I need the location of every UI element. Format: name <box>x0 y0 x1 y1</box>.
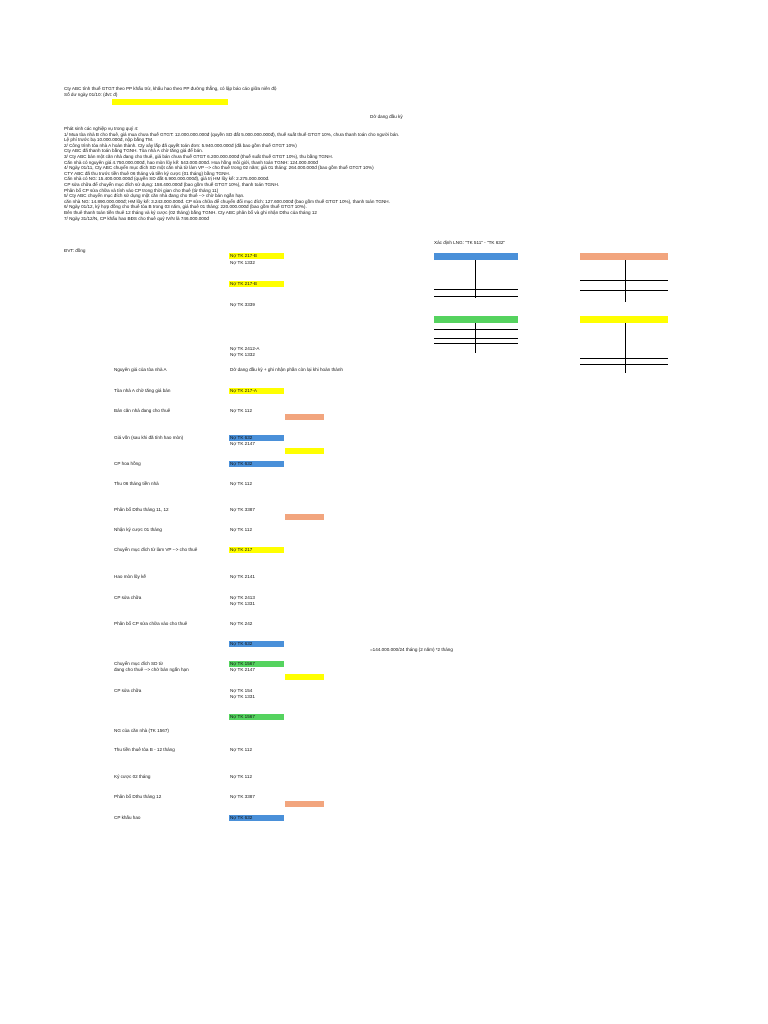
t-account-line <box>434 289 518 290</box>
row-entry: Nợ TK 217 <box>230 547 253 552</box>
row-label: đang cho thuê --> chờ bán ngắn hạn <box>114 667 189 672</box>
t-account-divider <box>475 260 476 298</box>
problem-line: Căn nhà có nguyên giá 4.750.000.000đ, hao mòn lũy kế: 543.000.000đ. Hoa hồng môi giới, thanh toán TGNH: 124.000.000đ <box>64 159 318 165</box>
problem-line: CP sửa chữa để chuyển mục đích sử dụng: 158.400.000đ (bao gồm thuế GTGT 10%), thanh toán TGNH. <box>64 181 280 187</box>
row-label: Thu 06 tháng tiền nhà <box>114 481 159 486</box>
row-entry: Nợ TK 2141 <box>230 574 255 579</box>
t-account-header <box>434 253 518 260</box>
row-entry: Nợ TK 632 <box>230 815 253 820</box>
problem-line: Bên thuê thanh toán tiền thuê 12 tháng và ký cược (02 tháng) bằng TGNH. Cty ABC phân bổ và ghi nhận Dthu của tháng 12 <box>64 209 317 215</box>
row-label: Tòa nhà A chờ tăng giá bán <box>114 388 171 393</box>
problem-line: Phân bổ CP sửa chữa và tính vào CP trong thời gian cho thuê (từ tháng 11) <box>64 187 219 193</box>
row-label: Bán căn nhà đang cho thuê <box>114 408 171 413</box>
problem-line: Phát sinh các nghiệp vụ trong quý 4: <box>64 126 139 131</box>
entry-debit: Nợ TK 3339 <box>230 302 255 307</box>
row-entry: Nợ TK 1331 <box>230 694 255 699</box>
highlight-bar <box>112 99 228 105</box>
problem-line: Lệ phí trước bạ 10.000.000đ, nộp bằng TM. <box>64 137 154 143</box>
row-label: Chuyển mục đích từ làm VP --> cho thuê <box>114 547 198 552</box>
row-label: CP hoa hồng <box>114 461 141 466</box>
row-entry: Nợ TK 1567 <box>230 714 255 719</box>
row-label: Giá vốn (sau khi đã tính hao mòn) <box>114 435 184 440</box>
row-entry: Nợ TK 112 <box>230 747 252 752</box>
row-label: Phân bổ CP sửa chữa vào cho thuê <box>114 621 188 626</box>
t-account-line <box>580 358 668 359</box>
row-label: CP sửa chữa <box>114 595 142 600</box>
entry-debit: Nợ TK 217-B <box>230 281 257 286</box>
problem-block <box>64 126 399 221</box>
row-label: NG của căn nhà (TK 1567) <box>114 728 169 733</box>
row-entry: Nợ TK 3387 <box>230 794 255 799</box>
highlight-bar <box>285 514 324 520</box>
row-entry: Nợ TK 154 <box>230 688 253 693</box>
row-label: Phân bổ Dthu tháng 11, 12 <box>114 507 169 512</box>
row-entry: Nợ TK 217-A <box>230 388 257 393</box>
row-label: Ký cược 02 tháng <box>114 774 151 779</box>
t-account-divider <box>625 323 626 373</box>
row-entry: Nợ TK 112 <box>230 481 252 486</box>
row-entry: Nợ TK 632 <box>230 461 253 466</box>
problem-line: CTY ABC đã thu trước tiền thuê 06 tháng và tiền ký cược (01 tháng) bằng TGNH. <box>64 170 230 176</box>
header-line-2: Số dư ngày 01/10: (đvt: đ) <box>64 92 118 97</box>
profit-title: Xác định LNG: "TK 511" - "TK 632" <box>434 240 506 245</box>
t-account-line <box>434 296 518 297</box>
problem-line: 3/ Cty ABC bán một căn nhà đang cho thuê, giá bán chưa thuế GTGT 6.200.000.000đ (thuế suất thuế GTGT 10%), thu bằng TGNH. <box>64 153 333 159</box>
row-label: Chuyển mục đích SD từ <box>114 661 164 666</box>
highlight-bar <box>285 448 324 454</box>
t-account-line <box>434 338 518 339</box>
problem-line: Cty ABC đã thanh toán bằng TGNH. Tòa nhà A chờ tăng giá để bán. <box>64 148 203 154</box>
t-account-header <box>580 253 668 260</box>
t-account-line <box>580 364 668 365</box>
unit-label: ĐVT: đồng <box>64 248 86 253</box>
row-label: Phân bổ Dthu tháng 12 <box>114 794 162 799</box>
problem-line: 1/ Mua tòa nhà B cho thuê, giá mua chưa thuế GTGT: 12.000.000.000đ (quyền SD đất 5.000.000.000đ), thuế suất thuế GTGT 10%, chưa thanh toán cho người bán. <box>64 131 400 137</box>
header-line-1: Cty ABC tính thuế GTGT theo PP khấu trừ, khấu hao theo PP đường thẳng, có lập báo cáo giữa niên độ <box>64 86 277 91</box>
row-entry: Nợ TK 242 <box>230 621 253 626</box>
row-entry: Nợ TK 112 <box>230 774 252 779</box>
work-in-progress-title: Dở dang đầu kỳ <box>370 114 403 119</box>
entry-debit: Nợ TK 1332 <box>230 352 255 357</box>
calculation-note: =144.000.000/24 tháng (2 năm) *2 tháng <box>370 647 453 652</box>
problem-line: 7/ Ngày 31/12/N, CP khấu hao BĐS cho thuê quý IV/N là 746.000.000đ <box>64 215 209 221</box>
t-account-line <box>434 343 518 344</box>
row-entry: Nợ TK 2147 <box>230 667 255 672</box>
problem-line: Căn nhà có NG: 15.400.000.000đ (quyền SD đất 6.900.000.000đ), giá trị HM lũy kế: 2.275.000.000đ. <box>64 176 270 182</box>
highlight-bar <box>285 801 324 807</box>
row-entry: Nợ TK 1567 <box>230 661 255 666</box>
entry-debit: Nợ TK 217-B <box>230 253 257 258</box>
row-entry: Nợ TK 112 <box>230 408 252 413</box>
row-label: Hao mòn lũy kế <box>114 574 146 579</box>
problem-line: 5/ Cty ABC chuyển mục đích sử dụng một căn nhà đang cho thuê --> chờ bán ngắn hạn. <box>64 193 245 199</box>
row-label: CP sửa chữa <box>114 688 142 693</box>
entry-debit: Nợ TK 1332 <box>230 260 255 265</box>
problem-line: 6/ Ngày 01/12, ký hợp đồng cho thuê tòa B trong 03 năm, giá thuê 01 tháng: 220.000.000đ (bao gồm thuế GTGT 10%). <box>64 204 307 210</box>
row-entry: Nợ TK 112 <box>230 527 252 532</box>
row-entry: Nợ TK 1331 <box>230 601 255 606</box>
highlight-bar <box>285 414 324 420</box>
problem-line: 2/ Công trình tòa nhà A hoàn thành. Cty xây lắp đã quyết toán đơn: 5.940.000.000đ (đã bao gồm thuế GTGT 10%) <box>64 142 297 148</box>
row-label: Nhận ký cược 01 tháng <box>114 527 162 532</box>
t-account-line <box>580 290 668 291</box>
row-label: CP khấu hao <box>114 815 141 820</box>
t-account-line <box>434 329 518 330</box>
problem-line: 4/ Ngày 01/11, Cty ABC chuyển mục đích SD một căn nhà từ làm VP --> cho thuê trong 02 năm; giá 01 tháng: 264.000.000đ (bao gồm thuế GTGT 10%) <box>64 165 374 171</box>
t-account-divider <box>625 260 626 302</box>
row-entry: Nợ TK 632 <box>230 435 253 440</box>
row-entry: Nợ TK 2413 <box>230 595 255 600</box>
problem-line: căn nhà NG: 14.890.000.000đ; HM lũy kế: 3.243.000.000đ. CP sửa chữa để chuyển đổi mục đích: 127.600.000đ (bao gồm thuế GTGT 10%), thanh toán TGNH. <box>64 198 390 204</box>
row-entry: Nợ TK 2147 <box>230 441 255 446</box>
entry-debit: Nợ TK 2412-A <box>230 346 260 351</box>
row-label: Thu tiền thuê tòa B - 12 tháng <box>114 747 175 752</box>
row-entry: Dở dang đầu kỳ + ghi nhận phần còn lại khi hoàn thành <box>230 367 343 372</box>
t-account-header <box>434 316 518 323</box>
t-account-line <box>580 280 668 281</box>
row-label: Nguyên giá của tòa nhà A <box>114 367 167 372</box>
highlight-bar <box>285 674 324 680</box>
row-entry: Nợ TK 632 <box>230 641 253 646</box>
t-account-header <box>580 316 668 323</box>
row-entry: Nợ TK 3387 <box>230 507 255 512</box>
